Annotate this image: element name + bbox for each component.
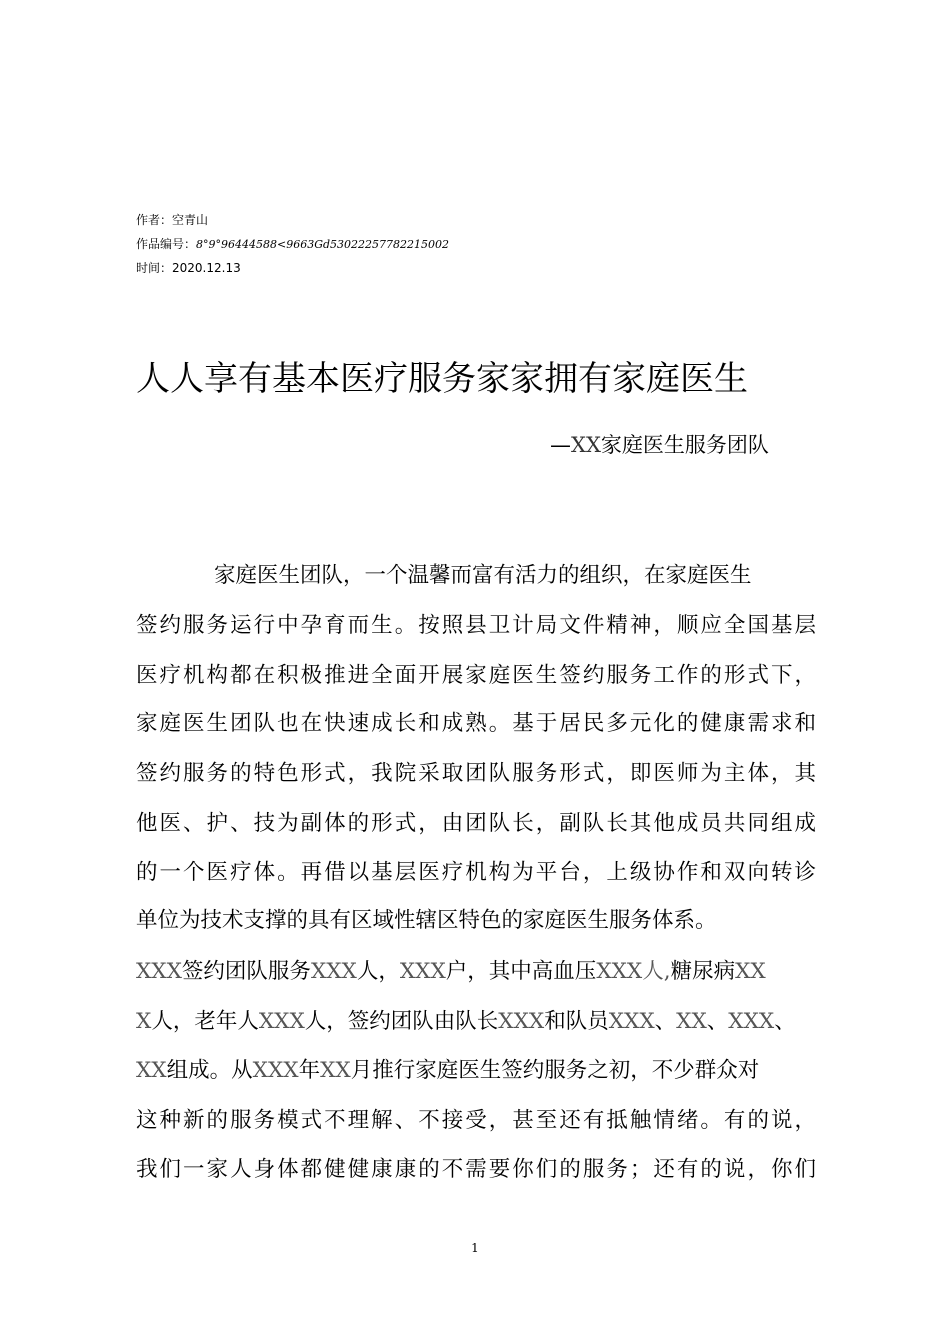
text-run: 户，其中高血压 [445,959,597,984]
document-title: 人人享有基本医疗服务家家拥有家庭医生 [136,359,748,399]
paragraph2-line-5: 我们一家人身体都健健康康的不需要你们的服务；还有的说，你们 [136,1157,816,1182]
text-run: 、 [654,1009,677,1034]
paragraph2-line-2 [136,1007,816,1037]
text-run: 和队员 [544,1009,609,1034]
placeholder-code: XXX [728,1009,775,1034]
text-run: 、 [774,1009,796,1034]
text-run: 人，老年人 [151,1009,259,1034]
paragraph1-line: 他医、护、技为副体的形式，由团队长，副队长其他成员共同组成 [136,811,816,836]
placeholder-code: XX [136,1058,167,1083]
placeholder-code: XXX [258,1009,305,1034]
page-number: 1 [471,1241,479,1255]
document-subtitle [550,430,769,460]
paragraph1-line: 医疗机构都在积极推进全面开展家庭医生签约服务工作的形式下， [136,663,816,688]
text-run: 签约团队服务 [181,959,311,984]
placeholder-code: XX [320,1058,351,1083]
subtitle-dash: — [550,433,571,457]
paragraph1-line: 签约服务运行中孕育而生。按照县卫计局文件精神，顺应全国基层 [136,613,816,638]
placeholder-code: XXX [399,959,446,984]
meta-work-number [136,237,449,252]
placeholder-code: XX [676,1009,707,1034]
paragraph1-line: 家庭医生团队也在快速成长和成熟。基于居民多元化的健康需求和 [136,711,816,736]
text-run: 糖尿病 [670,959,736,984]
placeholder-code: XXX [498,1009,545,1034]
text-run: 人， [356,959,400,984]
placeholder-code: X [136,1009,152,1034]
paragraph2-line-1 [136,957,816,987]
paragraph1-line: 单位为技术支撑的具有区域性辖区特色的家庭医生服务体系。 [136,908,717,933]
meta-time: 时间：2020.12.13 [136,261,241,275]
subtitle-code: XX [571,433,601,457]
paragraph1-line: 签约服务的特色形式，我院采取团队服务形式，即医师为主体，其 [136,761,816,786]
paragraph1-line: 家庭医生团队，一个温馨而富有活力的组织，在家庭医生 [214,563,752,588]
text-run: 年 [298,1058,321,1083]
placeholder-code: XXX [136,959,182,984]
placeholder-code: XXX [596,959,643,984]
text-run: 组成。从 [166,1058,253,1083]
paragraph2-line-4: 这种新的服务模式不理解、不接受，甚至还有抵触情绪。有的说， [136,1108,816,1133]
paragraph1-line: 的一个医疗体。再借以基层医疗机构为平台，上级协作和双向转诊 [136,860,816,885]
text-run: 人，签约团队由队长 [304,1009,499,1034]
placeholder-code: XX [735,959,766,984]
text-run: 月推行家庭医生签约服务之初，不少群众对 [350,1058,760,1083]
meta-number-label: 作品编号： [136,237,197,251]
placeholder-code: XXX [310,959,357,984]
placeholder-code: XXX [252,1058,299,1083]
text-run: 人, [642,959,671,984]
paragraph2-line-3 [136,1056,816,1086]
meta-author: 作者：空青山 [136,213,209,227]
meta-number-value: 8°9°96444588<9663Gd53022257782215002 [196,238,450,251]
subtitle-text: 家庭医生服务团队 [600,433,769,457]
placeholder-code: XXX [608,1009,655,1034]
text-run: 、 [706,1009,729,1034]
